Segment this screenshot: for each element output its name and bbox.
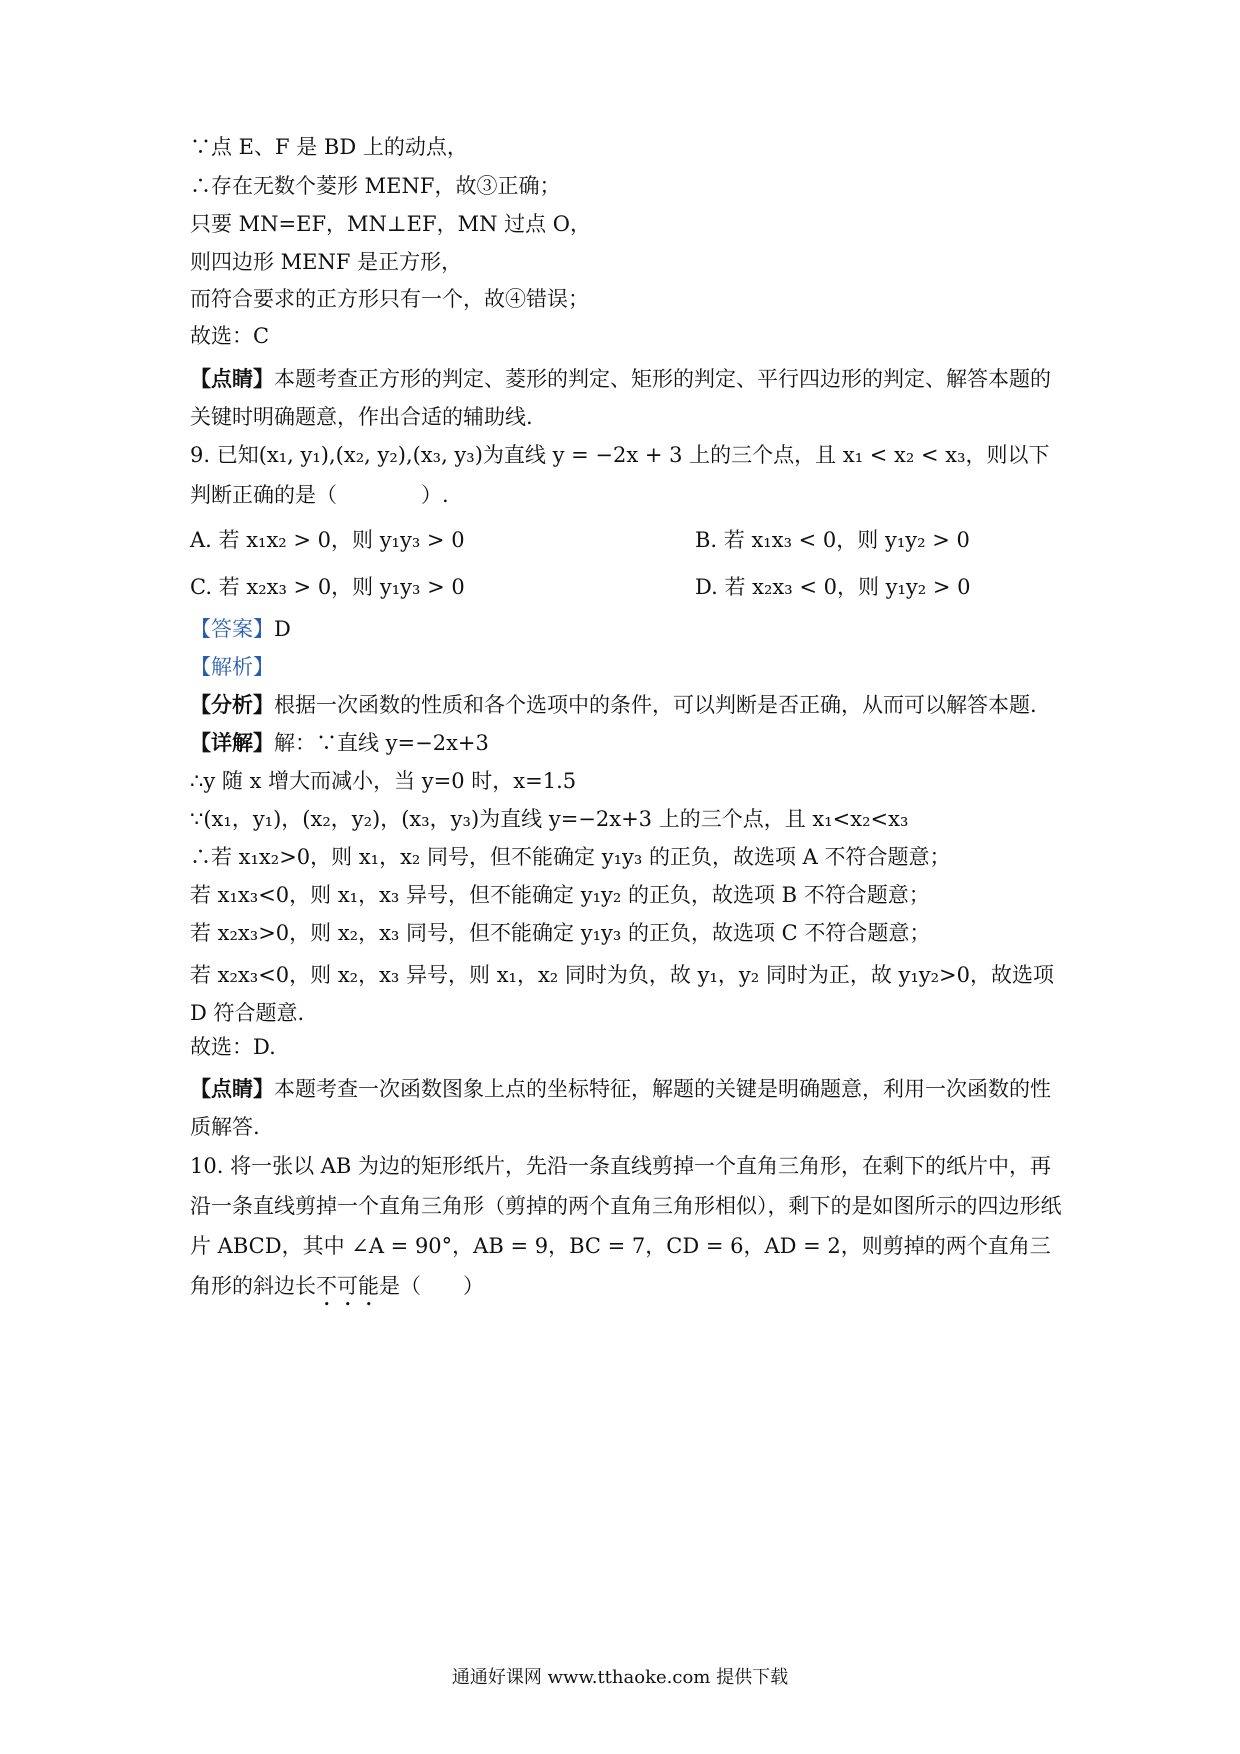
option-d: D. 若 x₂x₃ < 0，则 y₁y₂ > 0	[695, 575, 971, 599]
dianjing-text: 本题考查一次函数图象上点的坐标特征，解题的关键是明确题意，利用一次函数的性质解答.	[190, 1077, 1051, 1139]
text-line: ∴存在无数个菱形 MENF，故③正确；	[190, 174, 561, 198]
option-b: B. 若 x₁x₃ < 0，则 y₁y₂ > 0	[695, 528, 970, 552]
solution-step: 若 x₁x₃<0，则 x₁，x₃ 异号，但不能确定 y₁y₂ 的正负，故选项 B 不符合题意；	[190, 883, 930, 907]
fenxi-line	[190, 690, 1070, 720]
solution-step: 若 x₂x₃<0，则 x₂，x₃ 异号，则 x₁，x₂ 同时为负，故 y₁，y₂ 同时为正，故 y₁y₂>0，故选项 D 符合题意.	[190, 963, 1055, 1025]
answer-tag: 【答案】	[190, 617, 274, 641]
text-line: 则四边形 MENF 是正方形，	[190, 250, 463, 274]
solution-step: ∴y 随 x 增大而减小，当 y=0 时，x=1.5	[190, 769, 577, 793]
dianjing-paragraph	[190, 360, 1070, 436]
option-c: C. 若 x₂x₃ > 0，则 y₁y₃ > 0	[190, 575, 465, 599]
solution-step: 故选：D.	[190, 1035, 276, 1059]
text-line: 只要 MN=EF，MN⊥EF，MN 过点 O，	[190, 212, 592, 236]
solution-step: ∵(x₁，y₁)，(x₂，y₂)，(x₃，y₃)为直线 y=−2x+3 上的三个点，且 x₁<x₂<x₃	[190, 807, 909, 831]
text-line: 而符合要求的正方形只有一个，故④错误；	[190, 287, 589, 311]
text-line: 故选：C	[190, 324, 270, 348]
question-10-end: 是（ ）	[379, 1274, 484, 1298]
xiangjie-tag: 【详解】	[190, 730, 274, 755]
question-10-stem	[190, 1146, 1070, 1311]
dianjing-tag: 【点睛】	[190, 366, 274, 391]
fenxi-tag: 【分析】	[190, 692, 274, 717]
fenxi-text: 根据一次函数的性质和各个选项中的条件，可以判断是否正确，从而可以解答本题.	[274, 693, 1037, 717]
option-a: A. 若 x₁x₂ > 0，则 y₁y₃ > 0	[190, 528, 465, 552]
question-9-stem-cont: 判断正确的是（ ）.	[190, 483, 449, 507]
answer-value: D	[274, 617, 291, 641]
question-9-stem: 9. 已知(x₁, y₁),(x₂, y₂),(x₃, y₃)为直线 y = −2x + 3 上的三个点，且 x₁ < x₂ < x₃，则以下	[190, 443, 1050, 467]
question-10-text: 10. 将一张以 AB 为边的矩形纸片，先沿一条直线剪掉一个直角三角形，在剩下的纸片中，再沿一条直线剪掉一个直角三角形（剪掉的两个直角三角形相似），剩下的是如图所示的四边形纸片 ABCD，其中 ∠A = 90°，AB = 9，BC = 7，CD = 6，AD = 2，则剪掉的两个直角三角形的斜边长	[190, 1154, 1062, 1298]
question-10-emphasis: 不可能	[316, 1274, 379, 1298]
analysis-tag: 【解析】	[190, 655, 274, 679]
solution-step: 若 x₂x₃>0，则 x₂，x₃ 同号，但不能确定 y₁y₃ 的正负，故选项 C 不符合题意；	[190, 921, 931, 945]
text-line: ∵点 E、F 是 BD 上的动点，	[190, 135, 468, 159]
page-footer: 通通好课网 www.tthaoke.com 提供下载	[451, 1667, 789, 1688]
dianjing-text: 本题考查正方形的判定、菱形的判定、矩形的判定、平行四边形的判定、解答本题的关键时明确题意，作出合适的辅助线.	[190, 367, 1051, 429]
dianjing-paragraph-2	[190, 1070, 1070, 1146]
solution-step: ∴若 x₁x₂>0，则 x₁，x₂ 同号，但不能确定 y₁y₃ 的正负，故选项 A 不符合题意；	[190, 845, 951, 869]
xiangjie-text: 解：∵直线 y=−2x+3	[274, 731, 489, 755]
answer-line	[190, 614, 1070, 644]
xiangjie-line	[190, 728, 1070, 758]
dianjing-tag: 【点睛】	[190, 1076, 274, 1101]
